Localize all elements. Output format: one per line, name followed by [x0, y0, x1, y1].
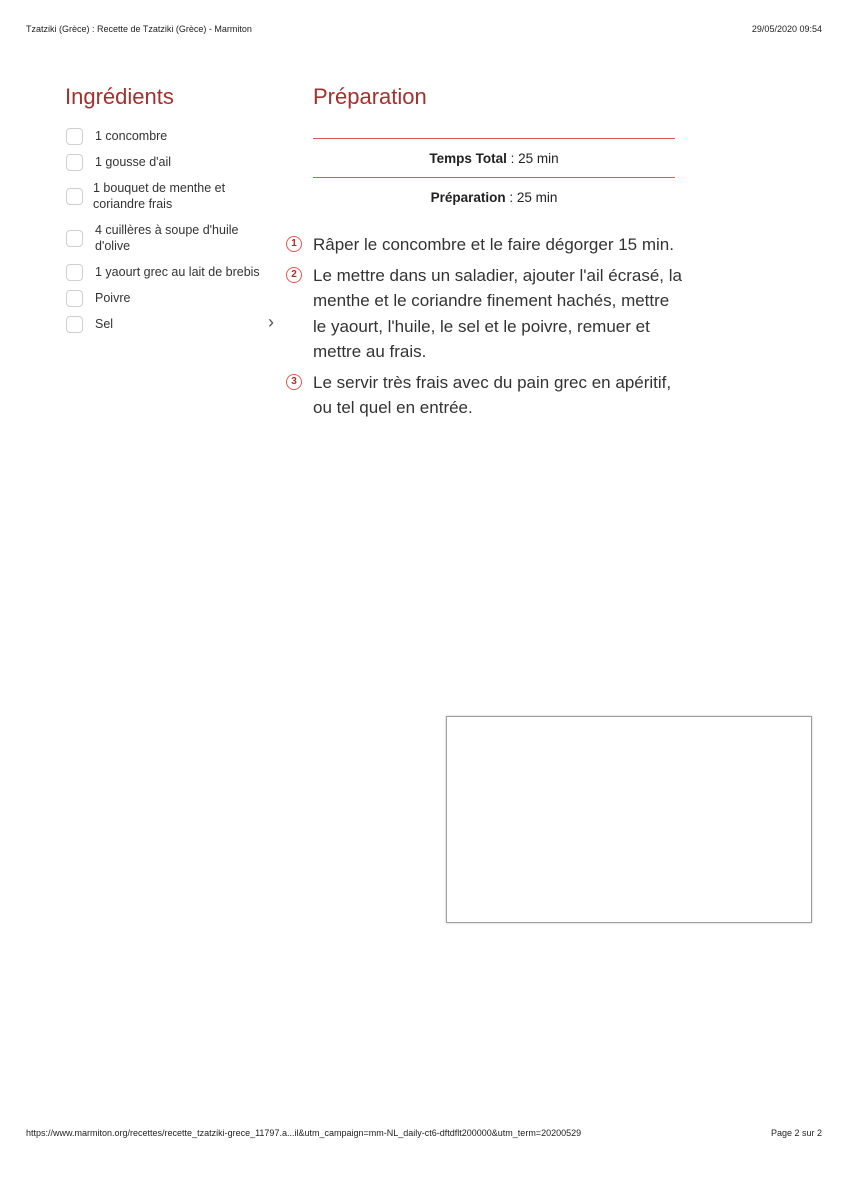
ingredient-item[interactable]: [66, 314, 296, 334]
ingredient-item[interactable]: [66, 178, 296, 214]
ingredient-checkbox[interactable]: [66, 264, 83, 281]
prep-time-label: Préparation: [430, 190, 506, 205]
step-text: Le servir très frais avec du pain grec en apéritif, ou tel quel en entrée.: [313, 372, 672, 417]
ad-placeholder: [446, 716, 812, 923]
ingredient-item[interactable]: [66, 126, 296, 146]
ingredient-checkbox[interactable]: [66, 316, 83, 333]
step-number: 2: [286, 267, 302, 283]
ingredient-label: 1 gousse d'ail: [95, 155, 172, 169]
print-footer-page: Page 2 sur 2: [770, 1128, 822, 1138]
step-item: [286, 263, 686, 365]
ingredient-checkbox[interactable]: [66, 230, 83, 247]
ingredient-checkbox[interactable]: [66, 154, 83, 171]
total-time-value: : 25 min: [506, 151, 559, 166]
prep-time-value: : 25 min: [505, 190, 558, 205]
ingredient-label: 1 concombre: [95, 129, 168, 143]
ingredient-checkbox[interactable]: [66, 188, 83, 205]
ingredient-label: 1 yaourt grec au lait de brebis: [95, 265, 260, 279]
divider-top: [313, 138, 675, 139]
ingredients-list: [66, 126, 296, 334]
ingredient-label: 4 cuillères à soupe d'huile d'olive: [95, 223, 239, 253]
ingredient-item[interactable]: [66, 220, 296, 256]
divider-middle: [313, 177, 675, 178]
preparation-title: Préparation: [313, 84, 427, 109]
step-text: Râper le concombre et le faire dégorger 15 min.: [313, 235, 674, 254]
total-time-label: Temps Total: [429, 151, 507, 166]
prep-time: [313, 190, 675, 205]
step-number: 1: [286, 236, 302, 252]
step-text: Le mettre dans un saladier, ajouter l'ail écrasé, la menthe et le coriandre finement hachés, mettre le yaourt, l'huile, le sel et le poivre, remuer et mettre au frais.: [313, 265, 682, 361]
ingredient-checkbox[interactable]: [66, 290, 83, 307]
ingredients-title: Ingrédients: [65, 84, 174, 109]
ingredient-item[interactable]: [66, 262, 296, 282]
ingredient-checkbox[interactable]: [66, 128, 83, 145]
print-header-title: Tzatziki (Grèce) : Recette de Tzatziki (Grèce) - Marmiton: [26, 24, 252, 34]
step-number: 3: [286, 374, 302, 390]
step-item: [286, 370, 686, 421]
ingredient-item[interactable]: [66, 288, 296, 308]
total-time: [313, 151, 675, 166]
step-item: [286, 232, 686, 258]
ingredient-label: 1 bouquet de menthe et coriandre frais: [93, 181, 226, 211]
ingredient-item[interactable]: [66, 152, 296, 172]
ingredient-label: Sel: [95, 317, 114, 331]
ingredient-label: Poivre: [95, 291, 131, 305]
chevron-right-icon[interactable]: ›: [268, 312, 274, 332]
print-header-date: 29/05/2020 09:54: [751, 24, 822, 34]
print-footer-url: https://www.marmiton.org/recettes/recette_tzatziki-grece_11797.a...il&utm_campaign=mm-NL_daily-ct6-dftdflt200000&utm_term=20200529: [26, 1128, 582, 1138]
preparation-steps: [286, 232, 686, 426]
